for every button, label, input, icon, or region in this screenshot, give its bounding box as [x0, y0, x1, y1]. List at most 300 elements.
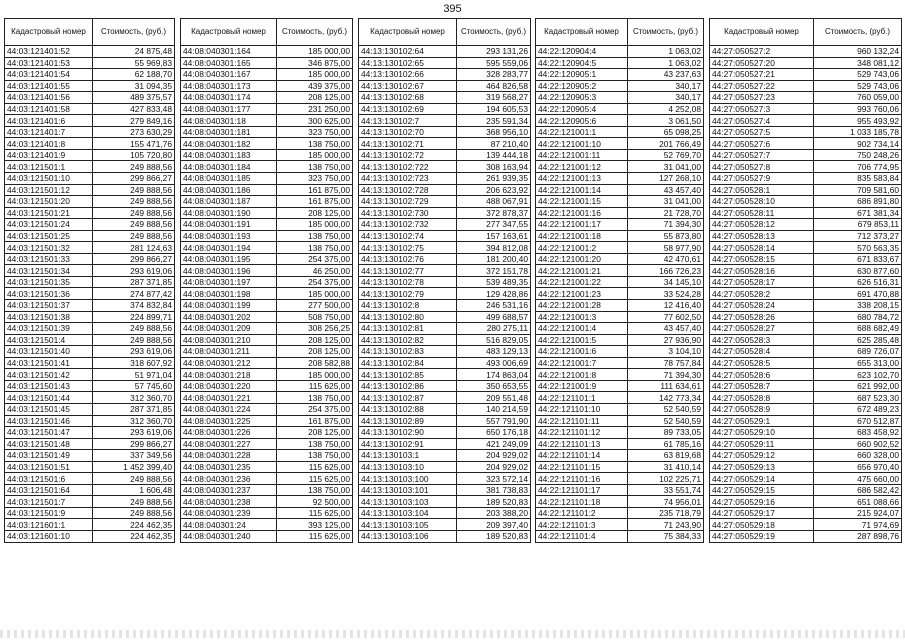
cadastral-number-cell: 44:27:050529:10 [710, 427, 814, 439]
table-row [5, 473, 175, 485]
cadastral-number-cell: 44:27:050528:4 [710, 346, 814, 358]
cadastral-number-cell: 44:13:130102:7 [359, 115, 457, 127]
cost-cell: 208 582,88 [277, 357, 353, 369]
cadastral-number-cell: 44:22:121001:7 [536, 357, 628, 369]
cost-cell: 902 734,14 [814, 138, 902, 150]
table-row [710, 80, 902, 92]
cadastral-number-cell: 44:08:040301:187 [181, 196, 277, 208]
cadastral-number-cell: 44:13:130102:85 [359, 369, 457, 381]
cadastral-number-cell: 44:08:040301:191 [181, 219, 277, 231]
cadastral-number-cell: 44:13:130102:74 [359, 230, 457, 242]
cadastral-number-cell: 44:13:130102:77 [359, 265, 457, 277]
table-row [710, 57, 902, 69]
cost-cell: 670 512,87 [814, 415, 902, 427]
table-row [536, 380, 704, 392]
cost-cell: 368 956,10 [457, 126, 531, 138]
table-row [181, 80, 353, 92]
table-row [359, 253, 531, 265]
table-row [710, 149, 902, 161]
table-row [181, 450, 353, 462]
table-row [5, 103, 175, 115]
cost-cell: 31 041,00 [628, 196, 704, 208]
cost-cell: 488 067,91 [457, 196, 531, 208]
table-row [710, 380, 902, 392]
cost-cell: 374 832,84 [93, 300, 175, 312]
table-row [710, 242, 902, 254]
table-row [359, 242, 531, 254]
table-row [359, 473, 531, 485]
cost-cell: 206 623,92 [457, 184, 531, 196]
table-row [5, 265, 175, 277]
cadastral-number-cell: 44:08:040301:167 [181, 69, 277, 81]
cadastral-number-cell: 44:27:050528:17 [710, 276, 814, 288]
table-row [710, 346, 902, 358]
cost-cell: 129 428,86 [457, 288, 531, 300]
cost-cell: 475 660,00 [814, 473, 902, 485]
cost-cell: 189 520,83 [457, 496, 531, 508]
table-row [181, 126, 353, 138]
cost-cell: 516 829,05 [457, 334, 531, 346]
cadastral-number-cell: 44:08:040301:209 [181, 323, 277, 335]
table-row [5, 161, 175, 173]
cadastral-number-cell: 44:13:130103:1 [359, 450, 457, 462]
cadastral-number-cell: 44:13:130102:81 [359, 323, 457, 335]
cadastral-number-cell: 44:22:121101:16 [536, 473, 628, 485]
cost-cell: 12 416,40 [628, 300, 704, 312]
cost-cell: 557 791,90 [457, 415, 531, 427]
table-row [5, 311, 175, 323]
table-row [181, 242, 353, 254]
table-row [5, 369, 175, 381]
cadastral-number-cell: 44:27:050529:12 [710, 450, 814, 462]
cadastral-number-cell: 44:27:050527:21 [710, 69, 814, 81]
table-row [181, 427, 353, 439]
table-row [710, 276, 902, 288]
cadastral-number-cell: 44:27:050527:9 [710, 173, 814, 185]
cost-cell: 46 250,00 [277, 265, 353, 277]
cost-cell: 31 041,00 [628, 161, 704, 173]
header-cadastral-number: Кадастровый номер [536, 19, 628, 46]
table-row [181, 103, 353, 115]
cost-cell: 274 877,42 [93, 288, 175, 300]
table-row [5, 92, 175, 104]
table-row [5, 392, 175, 404]
cost-cell: 208 125,00 [277, 92, 353, 104]
cost-cell: 71 243,90 [628, 519, 704, 531]
cost-cell: 323 750,00 [277, 173, 353, 185]
cadastral-number-cell: 44:22:121001:15 [536, 196, 628, 208]
cadastral-number-cell: 44:22:121101:18 [536, 496, 628, 508]
table-row [359, 461, 531, 473]
table-row [536, 357, 704, 369]
table-row [359, 496, 531, 508]
cost-cell: 24 875,48 [93, 46, 175, 58]
table-row [710, 230, 902, 242]
table-row [710, 496, 902, 508]
cost-cell: 660 328,00 [814, 450, 902, 462]
table-row [710, 323, 902, 335]
table-row [181, 461, 353, 473]
cost-cell: 235 718,79 [628, 507, 704, 519]
cadastral-number-cell: 44:13:130102:71 [359, 138, 457, 150]
cost-cell: 687 523,30 [814, 392, 902, 404]
cost-cell: 224 462,35 [93, 519, 175, 531]
cadastral-number-cell: 44:03:121501:12 [5, 184, 93, 196]
cost-cell: 254 375,00 [277, 253, 353, 265]
cadastral-number-cell: 44:03:121501:37 [5, 300, 93, 312]
cost-cell: 323 750,00 [277, 126, 353, 138]
cost-cell: 439 375,00 [277, 80, 353, 92]
table-row [359, 80, 531, 92]
cadastral-number-cell: 44:03:121501:48 [5, 438, 93, 450]
cadastral-number-cell: 44:13:130102:67 [359, 80, 457, 92]
table-row [536, 484, 704, 496]
table-row [536, 450, 704, 462]
cost-cell: 277 500,00 [277, 300, 353, 312]
table-row [5, 300, 175, 312]
cost-cell: 338 208,15 [814, 300, 902, 312]
cost-cell: 235 591,34 [457, 115, 531, 127]
cost-cell: 51 971,04 [93, 369, 175, 381]
cadastral-number-cell: 44:27:050528:14 [710, 242, 814, 254]
cadastral-number-cell: 44:27:050529:13 [710, 461, 814, 473]
cadastral-number-cell: 44:27:050527:7 [710, 149, 814, 161]
cadastral-number-cell: 44:08:040301:173 [181, 80, 277, 92]
cadastral-number-cell: 44:08:040301:227 [181, 438, 277, 450]
cadastral-number-cell: 44:03:121401:55 [5, 80, 93, 92]
cost-cell: 62 188,70 [93, 69, 175, 81]
cost-cell: 194 605,53 [457, 103, 531, 115]
cadastral-number-cell: 44:03:121601:10 [5, 530, 93, 542]
table-row [5, 346, 175, 358]
cost-cell: 138 750,00 [277, 438, 353, 450]
table-row [359, 219, 531, 231]
cadastral-number-cell: 44:27:050527:6 [710, 138, 814, 150]
cost-cell: 1 063,02 [628, 46, 704, 58]
table-row [359, 357, 531, 369]
table-row [181, 392, 353, 404]
cadastral-number-cell: 44:22:121001:4 [536, 323, 628, 335]
table-row [181, 219, 353, 231]
table-row [359, 138, 531, 150]
table-row [536, 219, 704, 231]
cadastral-number-cell: 44:08:040301:194 [181, 242, 277, 254]
cost-cell: 52 540,59 [628, 415, 704, 427]
cadastral-number-cell: 44:22:121101:3 [536, 519, 628, 531]
cost-cell: 115 625,00 [277, 473, 353, 485]
cadastral-number-cell: 44:13:130103:10 [359, 461, 457, 473]
cadastral-number-cell: 44:08:040301:225 [181, 415, 277, 427]
table-row [359, 450, 531, 462]
table-row [359, 403, 531, 415]
cadastral-number-cell: 44:13:130103:103 [359, 496, 457, 508]
cost-cell: 656 970,40 [814, 461, 902, 473]
table-row [5, 230, 175, 242]
table-row [536, 230, 704, 242]
cost-cell: 287 371,85 [93, 403, 175, 415]
header-cost: Стоимость, (руб.) [457, 19, 531, 46]
cadastral-number-cell: 44:22:121001:16 [536, 207, 628, 219]
cost-cell: 493 006,69 [457, 357, 531, 369]
table-row [536, 403, 704, 415]
cadastral-number-cell: 44:13:130102:729 [359, 196, 457, 208]
table-row [710, 450, 902, 462]
cost-cell: 208 125,00 [277, 207, 353, 219]
cadastral-number-cell: 44:27:050529:14 [710, 473, 814, 485]
cadastral-number-cell: 44:27:050528:1 [710, 184, 814, 196]
cadastral-number-cell: 44:03:121501:21 [5, 207, 93, 219]
table-row [181, 92, 353, 104]
cost-cell: 57 745,60 [93, 380, 175, 392]
cost-cell: 185 000,00 [277, 369, 353, 381]
cost-cell: 201 766,49 [628, 138, 704, 150]
cadastral-number-cell: 44:08:040301:212 [181, 357, 277, 369]
table-row [536, 115, 704, 127]
cost-cell: 142 773,34 [628, 392, 704, 404]
cadastral-number-cell: 44:22:121001:28 [536, 300, 628, 312]
table-row [710, 253, 902, 265]
cadastral-number-cell: 44:08:040301:195 [181, 253, 277, 265]
cadastral-number-cell: 44:22:121001:14 [536, 184, 628, 196]
cost-cell: 78 757,84 [628, 357, 704, 369]
table-row [5, 196, 175, 208]
cadastral-number-cell: 44:27:050528:6 [710, 369, 814, 381]
cost-cell: 340,17 [628, 80, 704, 92]
cost-cell: 529 743,06 [814, 80, 902, 92]
cost-cell: 138 750,00 [277, 450, 353, 462]
cadastral-number-cell: 44:08:040301:181 [181, 126, 277, 138]
table-row [181, 311, 353, 323]
cadastral-number-cell: 44:13:130102:65 [359, 57, 457, 69]
scan-artifact-line [0, 630, 905, 638]
cadastral-number-cell: 44:27:050528:3 [710, 334, 814, 346]
cost-cell: 43 457,40 [628, 184, 704, 196]
table-row [5, 149, 175, 161]
cadastral-number-cell: 44:27:050528:7 [710, 380, 814, 392]
cadastral-number-cell: 44:27:050529:16 [710, 496, 814, 508]
cost-cell: 42 470,61 [628, 253, 704, 265]
cadastral-number-cell: 44:08:040301:186 [181, 184, 277, 196]
cadastral-number-cell: 44:08:040301:183 [181, 149, 277, 161]
table-row [359, 484, 531, 496]
cadastral-number-cell: 44:27:050528:9 [710, 403, 814, 415]
cadastral-number-cell: 44:22:120905:3 [536, 92, 628, 104]
cadastral-number-cell: 44:22:121001:12 [536, 161, 628, 173]
table-row [181, 519, 353, 531]
table-row [710, 103, 902, 115]
cadastral-number-cell: 44:22:120905:2 [536, 80, 628, 92]
cost-cell: 92 500,00 [277, 496, 353, 508]
table-row [359, 92, 531, 104]
cost-cell: 203 388,20 [457, 507, 531, 519]
table-row [5, 207, 175, 219]
header-cost: Стоимость, (руб.) [814, 19, 902, 46]
cost-cell: 287 898,76 [814, 530, 902, 542]
cadastral-number-cell: 44:08:040301:185 [181, 173, 277, 185]
cadastral-number-cell: 44:03:121501:40 [5, 346, 93, 358]
table-row [359, 369, 531, 381]
cost-cell: 1 452 399,40 [93, 461, 175, 473]
cadastral-number-cell: 44:13:130103:100 [359, 473, 457, 485]
table-row [181, 288, 353, 300]
cost-cell: 312 360,70 [93, 415, 175, 427]
cost-cell: 709 581,60 [814, 184, 902, 196]
table-row [359, 196, 531, 208]
table-row [181, 300, 353, 312]
cost-cell: 52 769,70 [628, 149, 704, 161]
cost-cell: 293 131,26 [457, 46, 531, 58]
cadastral-number-cell: 44:22:121001:9 [536, 380, 628, 392]
table-row [536, 311, 704, 323]
cadastral-table-2 [180, 18, 353, 543]
cost-cell: 115 625,00 [277, 380, 353, 392]
cadastral-number-cell: 44:13:130102:730 [359, 207, 457, 219]
table-row [710, 357, 902, 369]
table-row [181, 403, 353, 415]
table-row [710, 288, 902, 300]
cost-cell: 208 125,00 [277, 346, 353, 358]
cost-cell: 33 524,28 [628, 288, 704, 300]
cadastral-number-cell: 44:13:130102:84 [359, 357, 457, 369]
cadastral-number-cell: 44:22:121001:13 [536, 173, 628, 185]
table-row [536, 530, 704, 542]
cost-cell: 689 726,07 [814, 346, 902, 358]
table-row [359, 427, 531, 439]
cost-cell: 111 634,61 [628, 380, 704, 392]
cadastral-number-cell: 44:22:121101:10 [536, 403, 628, 415]
table-row [181, 380, 353, 392]
cadastral-number-cell: 44:03:121501:44 [5, 392, 93, 404]
cadastral-number-cell: 44:27:050528:27 [710, 323, 814, 335]
table-row [710, 115, 902, 127]
cadastral-number-cell: 44:03:121501:4 [5, 334, 93, 346]
cadastral-number-cell: 44:03:121401:7 [5, 126, 93, 138]
cadastral-number-cell: 44:08:040301:210 [181, 334, 277, 346]
cost-cell: 166 726,23 [628, 265, 704, 277]
table-row [536, 519, 704, 531]
table-row [359, 149, 531, 161]
cost-cell: 650 176,18 [457, 427, 531, 439]
table-row [181, 57, 353, 69]
table-row [5, 276, 175, 288]
cadastral-number-cell: 44:03:121501:9 [5, 507, 93, 519]
table-row [181, 46, 353, 58]
table-row [710, 507, 902, 519]
table-row [181, 334, 353, 346]
table-row [710, 69, 902, 81]
cost-cell: 623 102,70 [814, 369, 902, 381]
cost-cell: 427 833,48 [93, 103, 175, 115]
cadastral-number-cell: 44:22:121001:11 [536, 149, 628, 161]
table-row [710, 392, 902, 404]
cost-cell: 31 094,35 [93, 80, 175, 92]
cadastral-number-cell: 44:13:130102:728 [359, 184, 457, 196]
cadastral-number-cell: 44:22:121101:1 [536, 392, 628, 404]
cadastral-number-cell: 44:08:040301:199 [181, 300, 277, 312]
table-row [359, 69, 531, 81]
cost-cell: 393 125,00 [277, 519, 353, 531]
cadastral-number-cell: 44:03:121501:7 [5, 496, 93, 508]
cost-cell: 281 124,63 [93, 242, 175, 254]
cost-cell: 157 163,61 [457, 230, 531, 242]
table-row [710, 369, 902, 381]
table-row [181, 530, 353, 542]
table-row [536, 323, 704, 335]
cadastral-number-cell: 44:27:050529:17 [710, 507, 814, 519]
cost-cell: 89 733,05 [628, 427, 704, 439]
table-row [5, 403, 175, 415]
cadastral-number-cell: 44:13:130102:70 [359, 126, 457, 138]
cost-cell: 138 750,00 [277, 230, 353, 242]
table-row [359, 288, 531, 300]
cadastral-number-cell: 44:22:121101:12 [536, 427, 628, 439]
cost-cell: 27 936,90 [628, 334, 704, 346]
table-row [181, 253, 353, 265]
cost-cell: 185 000,00 [277, 69, 353, 81]
table-row [710, 519, 902, 531]
table-row [5, 80, 175, 92]
cadastral-number-cell: 44:22:121001:2 [536, 242, 628, 254]
cadastral-number-cell: 44:13:130102:69 [359, 103, 457, 115]
cost-cell: 299 866,27 [93, 253, 175, 265]
cadastral-number-cell: 44:08:040301:196 [181, 265, 277, 277]
cost-cell: 138 750,00 [277, 484, 353, 496]
table-row [359, 103, 531, 115]
table-row [181, 484, 353, 496]
cadastral-number-cell: 44:03:121501:47 [5, 427, 93, 439]
cost-cell: 595 559,06 [457, 57, 531, 69]
cost-cell: 224 462,35 [93, 530, 175, 542]
cadastral-number-cell: 44:22:120904:5 [536, 57, 628, 69]
cadastral-number-cell: 44:13:130102:723 [359, 173, 457, 185]
cadastral-number-cell: 44:27:050528:5 [710, 357, 814, 369]
cost-cell: 337 349,56 [93, 450, 175, 462]
cost-cell: 65 098,25 [628, 126, 704, 138]
table-row [181, 346, 353, 358]
table-row [5, 450, 175, 462]
cadastral-number-cell: 44:13:130103:104 [359, 507, 457, 519]
cost-cell: 185 000,00 [277, 219, 353, 231]
table-row [359, 311, 531, 323]
cost-cell: 489 375,57 [93, 92, 175, 104]
cost-cell: 372 151,78 [457, 265, 531, 277]
table-row [710, 138, 902, 150]
cadastral-number-cell: 44:22:121001:3 [536, 311, 628, 323]
table-row [5, 242, 175, 254]
table-row [536, 207, 704, 219]
table-row [359, 300, 531, 312]
cadastral-number-cell: 44:22:121001:10 [536, 138, 628, 150]
cadastral-number-cell: 44:22:121001:6 [536, 346, 628, 358]
table-row [5, 219, 175, 231]
cost-cell: 161 875,00 [277, 184, 353, 196]
cost-cell: 464 826,58 [457, 80, 531, 92]
cadastral-number-cell: 44:08:040301:18 [181, 115, 277, 127]
cost-cell: 209 397,40 [457, 519, 531, 531]
cost-cell: 75 384,33 [628, 530, 704, 542]
table-row [536, 507, 704, 519]
table-row [181, 276, 353, 288]
cost-cell: 254 375,00 [277, 276, 353, 288]
table-row [536, 149, 704, 161]
cadastral-number-cell: 44:03:121501:49 [5, 450, 93, 462]
table-row [359, 438, 531, 450]
cadastral-number-cell: 44:22:120905:6 [536, 115, 628, 127]
table-row [359, 530, 531, 542]
table-row [359, 57, 531, 69]
table-row [181, 323, 353, 335]
cadastral-number-cell: 44:13:130102:89 [359, 415, 457, 427]
